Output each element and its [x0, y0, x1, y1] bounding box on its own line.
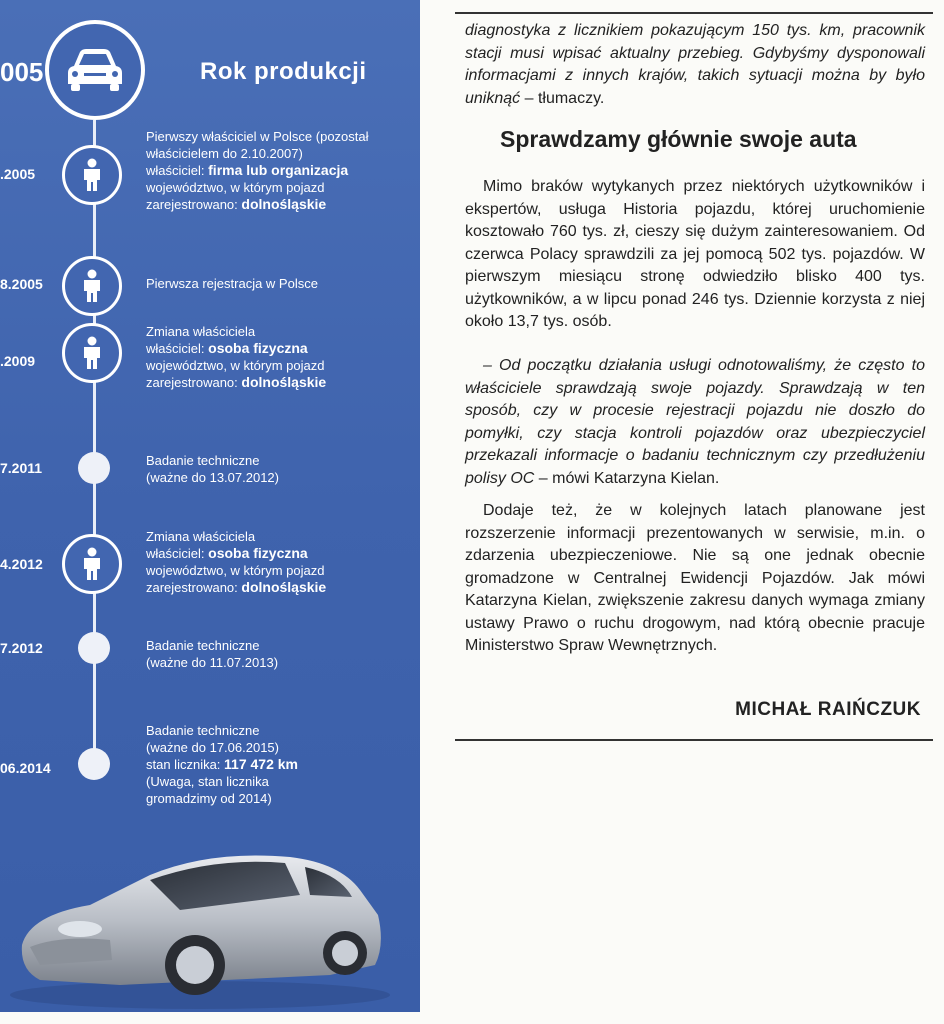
car-icon [45, 20, 145, 120]
event-subtitle: (ważne do 13.07.2012) [146, 470, 279, 485]
region-value: dolnośląskie [241, 374, 327, 390]
owner-label: właściciel: [146, 341, 205, 356]
event-date: 4.2012 [0, 556, 43, 572]
owner-value: osoba fizyczna [208, 340, 308, 356]
event-title: Badanie techniczne [146, 453, 260, 468]
odometer-value: 117 472 km [224, 756, 299, 772]
timeline-dot [78, 748, 110, 780]
timeline-dot [78, 452, 110, 484]
article [455, 0, 933, 745]
article-paragraph-quote: – Od początku działania usługi odnotowaliśmy, że często to właściciele sprawdzają swoje pojazdy. Sprawdzają w ten sposób, czy w procesie rejestracji pojazdu nie doszło do pomyłki, czy stacja kontroli pojazdów oraz ubezpieczyciel przekazali informacje o badaniu technicznym czy przedłużeniu polisy OC – mówi Katarzyna Kielan. [465, 357, 925, 487]
event-date: 8.2005 [0, 276, 43, 292]
event-title: Pierwsza rejestracja w Polsce [146, 276, 318, 291]
person-icon [62, 534, 122, 594]
timeline-line [93, 120, 96, 760]
bottom-rule [455, 739, 933, 741]
article-heading: Sprawdzamy głównie swoje auta [500, 126, 857, 152]
region-value: dolnośląskie [241, 579, 327, 595]
header-year: 005 [0, 57, 44, 87]
event-title: Badanie techniczne [146, 723, 260, 738]
car-illustration [0, 835, 420, 1012]
owner-label: właściciel: [146, 163, 205, 178]
article-author: MICHAŁ RAIŃCZUK [735, 699, 921, 720]
event-title: Zmiana właściciela [146, 529, 256, 544]
region-label: województwo, w którym pojazd zarejestrowano: [146, 563, 325, 595]
event-date: 7.2011 [0, 460, 43, 476]
owner-label: właściciel: [146, 546, 205, 561]
article-paragraph: Mimo braków wytykanych przez niektórych użytkowników i ekspertów, usługa Historia pojazdu, której uruchomienie kosztowało 760 tys. zł, cieszy się dużym zainteresowaniem. Od czerwca Polacy sprawdzili za jej pomocą 502 tys. pojazdów. W pierwszym miesiącu stronę odwiedziło blisko 400 tys. użytkowników, a w lipcu ponad 246 tys. Dziennie korzysta z niej około 13,7 tys. osób. [465, 178, 925, 330]
owner-value: firma lub organizacja [208, 162, 349, 178]
region-label: województwo, w którym pojazd zarejestrowano: [146, 180, 325, 212]
article-intro: diagnostyka z licznikiem pokazującym 150 tys. km, pracownik stacji musi wpisać aktualny przebieg. Gdybyśmy dysponowali informacjami z innych krajów, takich sytuacji można by było uniknąć – tłumaczy. [465, 22, 925, 107]
event-date: 06.2014 [0, 760, 51, 776]
event-title: Badanie techniczne [146, 638, 260, 653]
odometer-label: stan licznika: [146, 757, 221, 772]
event-title: Pierwszy właściciel w Polsce (pozostał właścicielem do 2.10.2007) [146, 129, 369, 161]
timeline-dot [78, 632, 110, 664]
top-rule [455, 12, 933, 14]
person-icon [62, 145, 122, 205]
person-icon [62, 323, 122, 383]
event-note: (Uwaga, stan licznika gromadzimy od 2014) [146, 774, 272, 806]
article-paragraph: Dodaje też, że w kolejnych latach planowane jest rozszerzenie informacji prezentowanych w serwisie, m.in. o zdarzenia ubezpieczeniowe. Nie są one jednak obecnie gromadzone w Centralnej Ewidencji Pojazdów. Jak mówi Katarzyna Kielan, zwiększenie zakresu danych wymaga zmiany ustawy Prawo o ruchu drogowym, nad którą obecnie pracuje Ministerstwo Spraw Wewnętrznych. [465, 502, 925, 654]
event-date: .2005 [0, 166, 36, 182]
event-subtitle: (ważne do 11.07.2013) [146, 655, 279, 670]
region-value: dolnośląskie [241, 196, 327, 212]
owner-value: osoba fizyczna [208, 545, 308, 561]
event-subtitle: (ważne do 17.06.2015) [146, 740, 279, 755]
header-title: Rok produkcji [200, 58, 367, 85]
region-label: województwo, w którym pojazd zarejestrowano: [146, 358, 325, 390]
person-icon [62, 256, 122, 316]
event-title: Zmiana właściciela [146, 324, 256, 339]
event-date: 7.2012 [0, 640, 43, 656]
event-date: .2009 [0, 353, 36, 369]
history-infographic [0, 0, 420, 1012]
